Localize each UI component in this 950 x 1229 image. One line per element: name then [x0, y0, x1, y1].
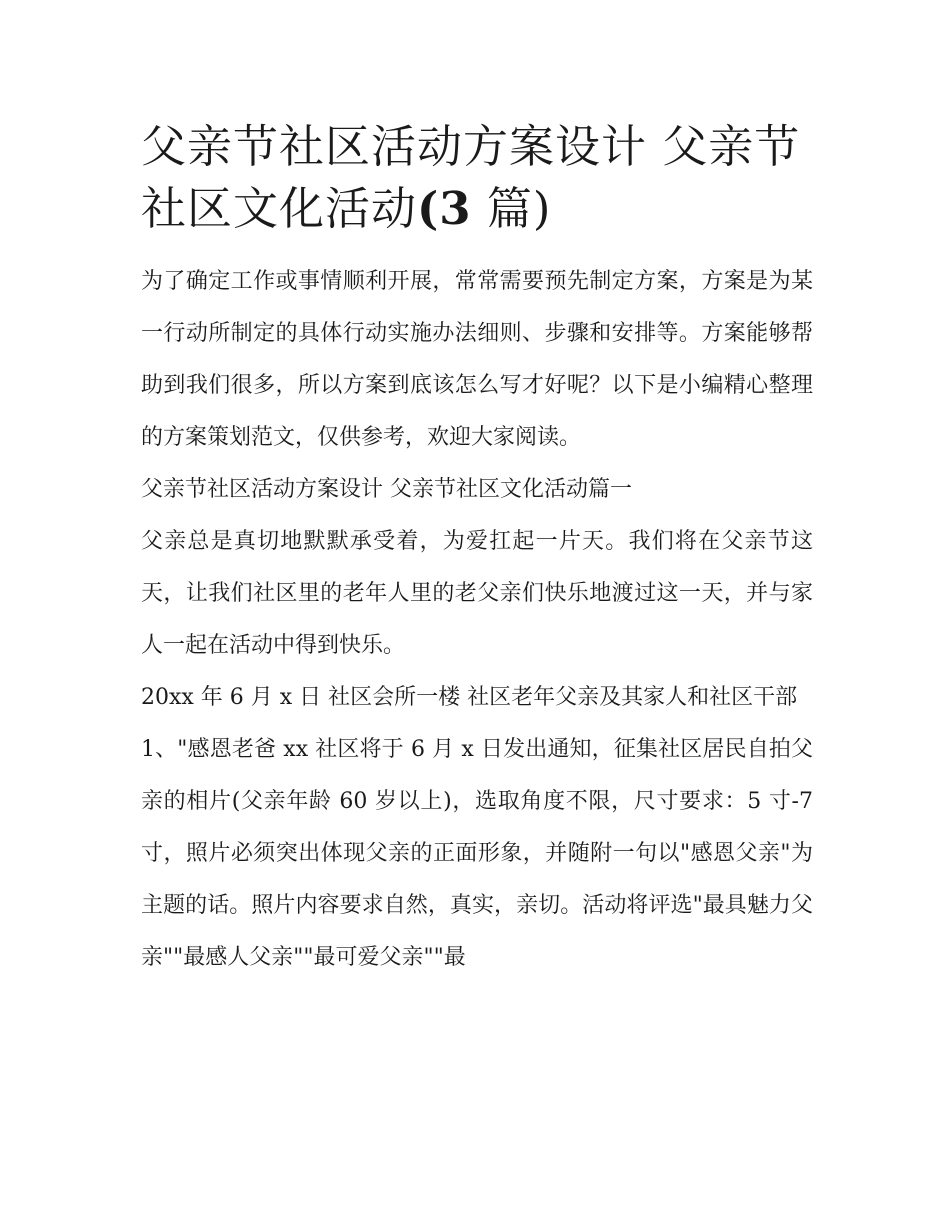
section-heading: 父亲节社区活动方案设计 父亲节社区文化活动篇一	[141, 477, 632, 502]
purpose-paragraph: 父亲总是真切地默默承受着，为爱扛起一片天。我们将在父亲节这天，让我们社区里的老年人里的老父亲们快乐地渡过这一天，并与家人一起在活动中得到快乐。	[141, 529, 813, 658]
document-body	[141, 116, 813, 984]
document-title	[141, 116, 813, 240]
activity-item-1: 1、"感恩老爸 xx 社区将于 6 月 x 日发出通知，征集社区居民自拍父亲的相片(父亲年龄 60 岁以上)，选取角度不限，尺寸要求：5 寸-7 寸，照片必须突出体现父亲的正面形象，并随附一句以"感恩父亲"为主题的话。照片内容要求自然，真实，亲切。活动将评选"最具魅力父亲""最感人父亲""最可爱父亲""最	[141, 737, 813, 970]
intro-paragraph: 为了确定工作或事情顺利开展，常常需要预先制定方案，方案是为某一行动所制定的具体行动实施办法细则、步骤和安排等。方案能够帮助到我们很多，所以方案到底该怎么写才好呢？以下是小编精心整理的方案策划范文，仅供参考，欢迎大家阅读。	[141, 269, 813, 450]
title-count: (3	[417, 182, 472, 235]
title-suffix: 篇)	[471, 182, 552, 235]
time-place-paragraph: 20xx 年 6 月 x 日 社区会所一楼 社区老年父亲及其家人和社区干部	[141, 685, 798, 710]
title-text: 父亲节社区活动方案设计 父亲节社区文化活动	[141, 120, 801, 235]
